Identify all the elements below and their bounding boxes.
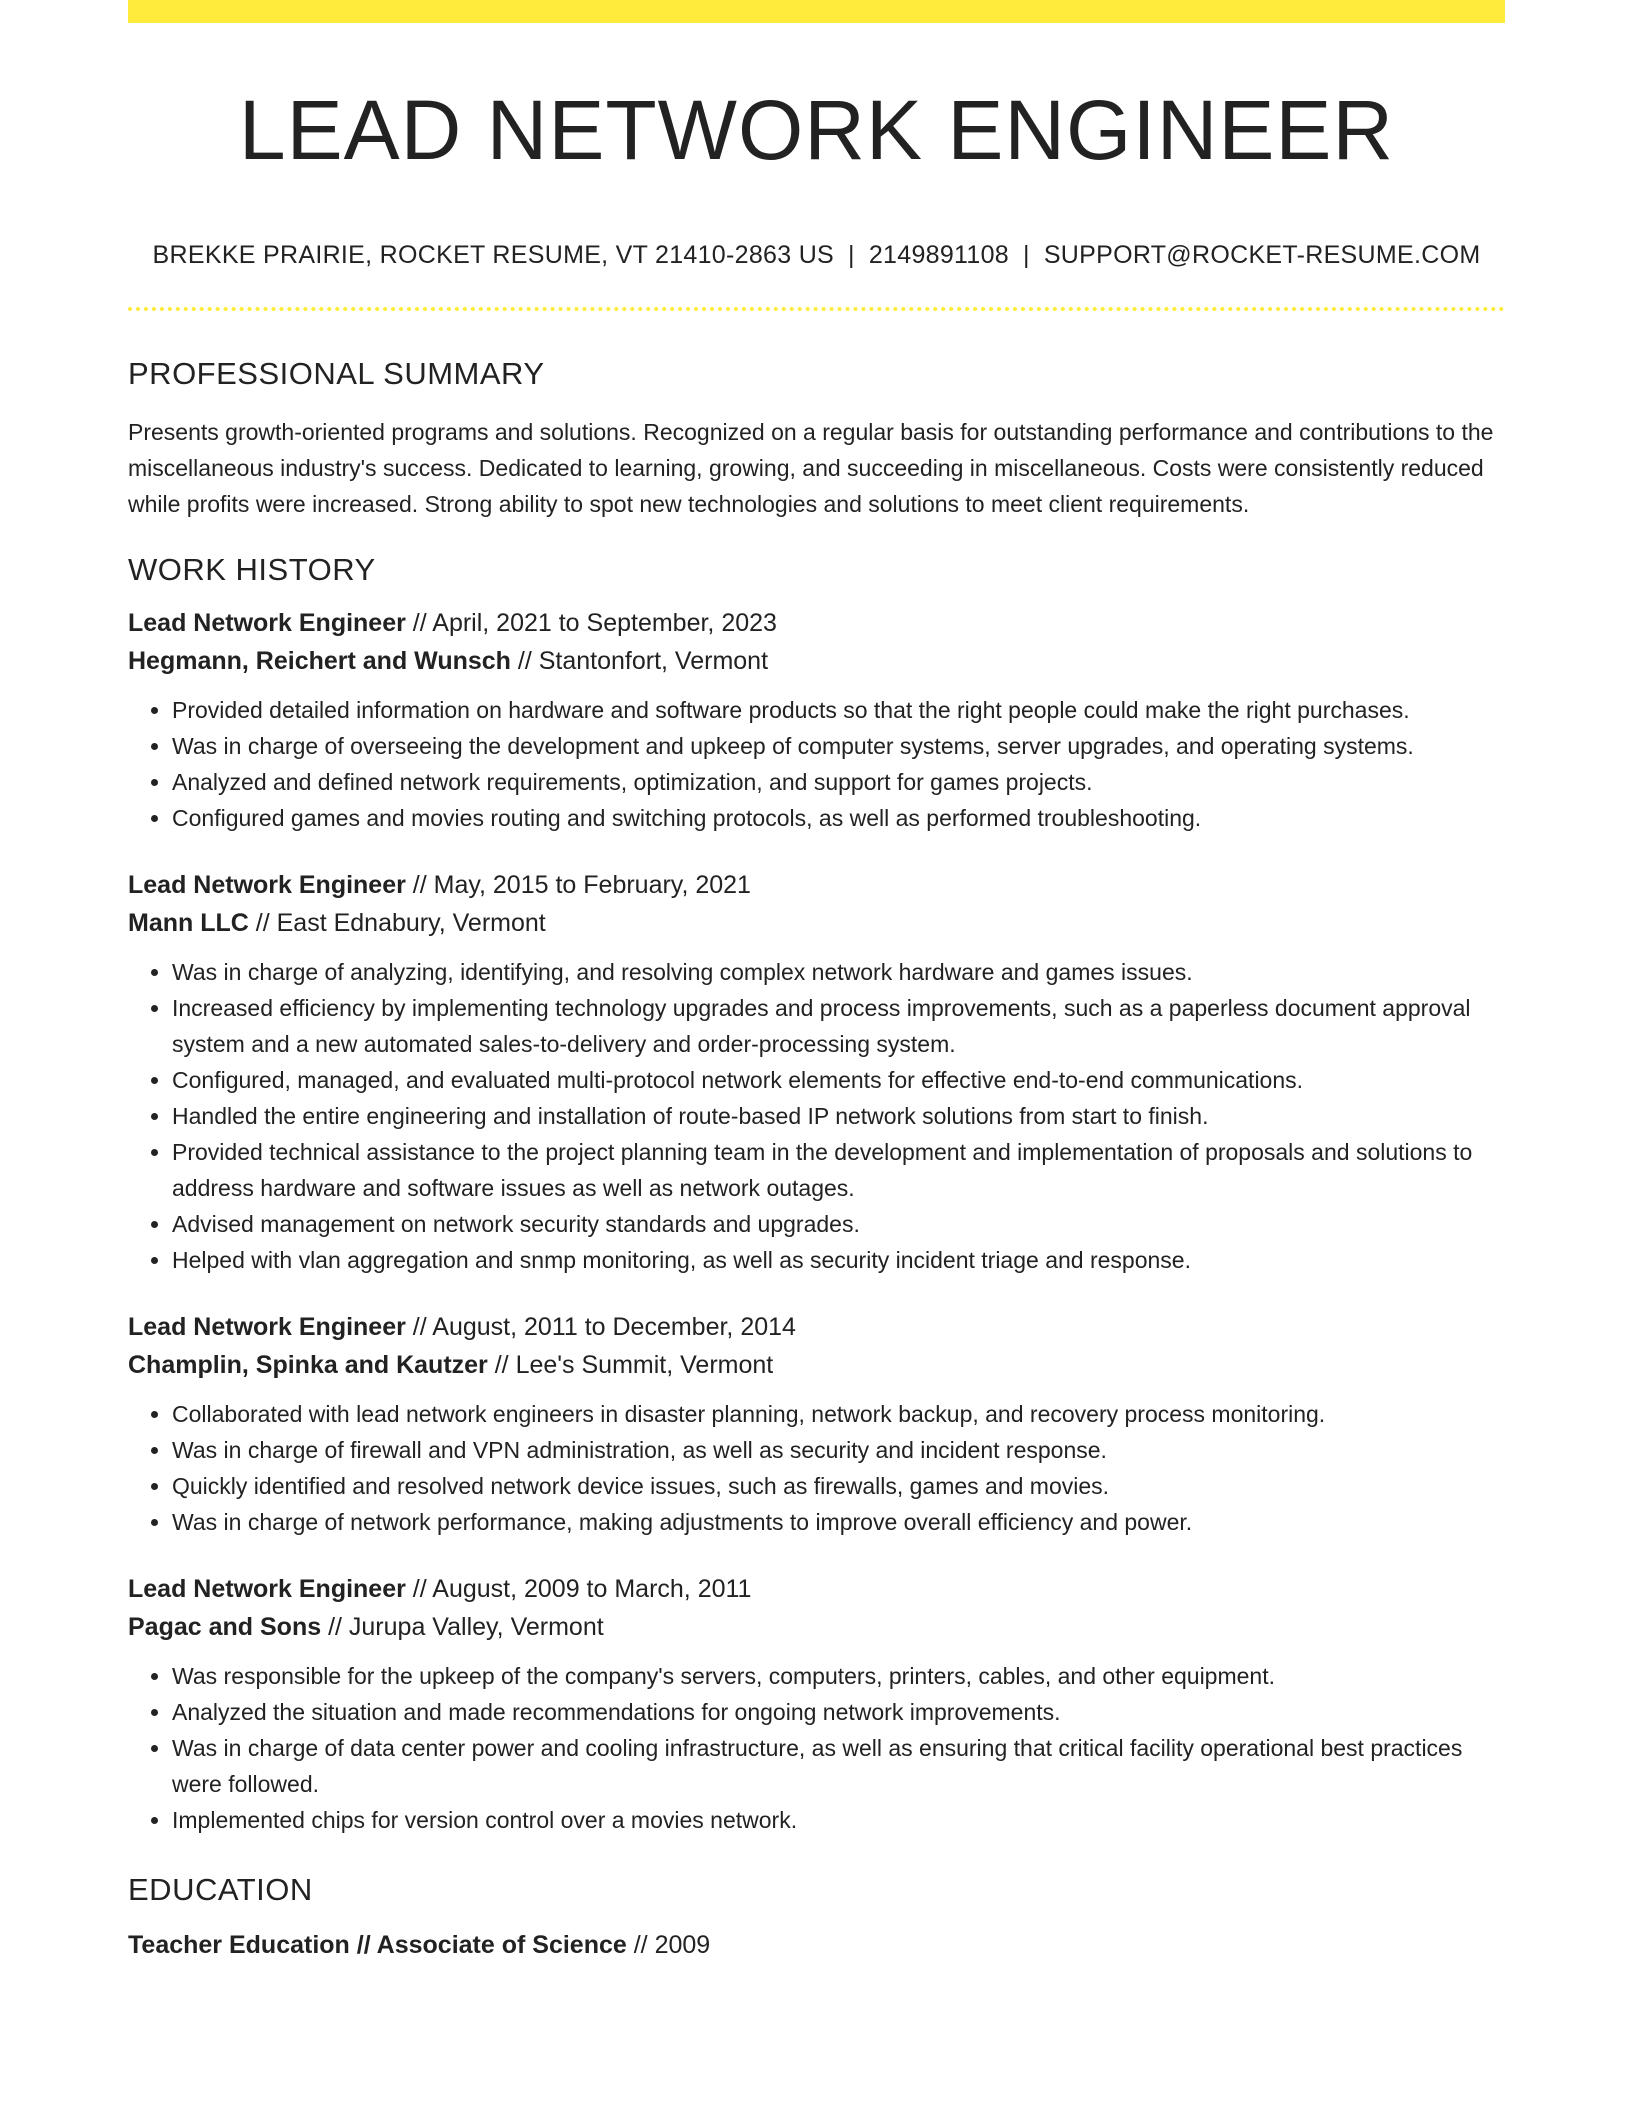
job-company-line — [128, 1346, 1505, 1384]
job-role: Lead Network Engineer — [128, 609, 406, 637]
job-role-line — [128, 866, 1505, 904]
job-role: Lead Network Engineer — [128, 1313, 406, 1341]
contact-phone: 2149891108 — [868, 241, 1010, 269]
summary-text: Presents growth-oriented programs and solutions. Recognized on a regular basis for outstanding performance and contributions to the miscellaneous industry's success. Dedicated to learning, growing, and succeeding in miscellaneous. Costs were consistently reduced while profits were increased. Strong ability to spot new technologies and solutions to meet client requirements. — [128, 419, 1494, 517]
job-company: Champlin, Spinka and Kautzer — [128, 1351, 488, 1379]
job-bullet: • Helped with vlan aggregation and snmp monitoring, as well as security incident triage and response. — [172, 1242, 1505, 1278]
work-history-list — [128, 604, 1505, 1838]
job-location: // Stantonfort, Vermont — [510, 647, 769, 675]
education-degree: Teacher Education // Associate of Science — [128, 1931, 627, 1959]
job-company: Mann LLC — [128, 909, 249, 937]
job-company: Hegmann, Reichert and Wunsch — [128, 647, 511, 675]
job-bullet: • Analyzed and defined network requirements, optimization, and support for games projects. — [172, 764, 1505, 800]
job-role: Lead Network Engineer — [128, 871, 406, 899]
job-bullets — [128, 1396, 1505, 1540]
resume-title: LEAD NETWORK ENGINEER — [238, 83, 1395, 177]
job-role-line — [128, 1308, 1505, 1346]
job-dates: // August, 2009 to March, 2011 — [405, 1575, 752, 1603]
job-bullet: • Quickly identified and resolved network device issues, such as firewalls, games and movies. — [172, 1468, 1505, 1504]
resume-body — [128, 352, 1505, 1964]
job-role-line — [128, 604, 1505, 642]
job-entry — [128, 604, 1505, 836]
contact-line — [128, 237, 1505, 273]
job-location: // East Ednabury, Vermont — [248, 909, 546, 937]
job-dates: // April, 2021 to September, 2023 — [405, 609, 777, 637]
job-dates: // August, 2011 to December, 2014 — [405, 1313, 796, 1341]
job-role: Lead Network Engineer — [128, 1575, 406, 1603]
job-company-line — [128, 642, 1505, 680]
job-bullet: • Increased efficiency by implementing technology upgrades and process improvements, such as a paperless document approval system and a new automated sales-to-delivery and order-processing system. — [172, 990, 1505, 1062]
job-bullet: • Analyzed the situation and made recommendations for ongoing network improvements. — [172, 1694, 1505, 1730]
job-dates: // May, 2015 to February, 2021 — [405, 871, 751, 899]
accent-top-bar — [128, 0, 1505, 23]
job-bullet: • Configured games and movies routing and switching protocols, as well as performed troubleshooting. — [172, 800, 1505, 836]
contact-email: SUPPORT@ROCKET-RESUME.COM — [1043, 241, 1481, 269]
job-bullet: • Handled the entire engineering and installation of route-based IP network solutions from start to finish. — [172, 1098, 1505, 1134]
summary-heading: PROFESSIONAL SUMMARY — [128, 356, 545, 391]
job-bullet: • Was in charge of network performance, making adjustments to improve overall efficiency and power. — [172, 1504, 1505, 1540]
job-entry — [128, 1570, 1505, 1838]
job-entry — [128, 1308, 1505, 1540]
job-company-line — [128, 1608, 1505, 1646]
job-company: Pagac and Sons — [128, 1613, 322, 1641]
job-bullet: • Advised management on network security standards and upgrades. — [172, 1206, 1505, 1242]
job-location: // Lee's Summit, Vermont — [487, 1351, 774, 1379]
job-bullet: • Collaborated with lead network engineers in disaster planning, network backup, and recovery process monitoring. — [172, 1396, 1505, 1432]
job-bullet: • Implemented chips for version control over a movies network. — [172, 1802, 1505, 1838]
job-bullet: • Configured, managed, and evaluated multi-protocol network elements for effective end-to-end communications. — [172, 1062, 1505, 1098]
job-bullet: • Provided detailed information on hardware and software products so that the right people could make the right purchases. — [172, 692, 1505, 728]
education-heading: EDUCATION — [128, 1872, 313, 1907]
contact-address: BREKKE PRAIRIE, ROCKET RESUME, VT 21410-2863 US — [152, 241, 835, 269]
job-bullet: • Was in charge of overseeing the development and upkeep of computer systems, server upgrades, and operating systems. — [172, 728, 1505, 764]
job-location: // Jurupa Valley, Vermont — [321, 1613, 604, 1641]
job-role-line — [128, 1570, 1505, 1608]
dotted-divider — [128, 307, 1505, 311]
work-history-heading: WORK HISTORY — [128, 552, 376, 587]
job-bullet: • Was in charge of firewall and VPN administration, as well as security and incident response. — [172, 1432, 1505, 1468]
education-entry — [128, 1926, 1505, 1964]
job-bullets — [128, 1658, 1505, 1838]
education-year: // 2009 — [626, 1931, 711, 1959]
job-bullet: • Was responsible for the upkeep of the company's servers, computers, printers, cables, and other equipment. — [172, 1658, 1505, 1694]
job-bullet: • Was in charge of analyzing, identifying, and resolving complex network hardware and games issues. — [172, 954, 1505, 990]
contact-separator: | — [848, 241, 855, 269]
job-bullets — [128, 954, 1505, 1278]
job-company-line — [128, 904, 1505, 942]
job-entry — [128, 866, 1505, 1278]
job-bullet: • Provided technical assistance to the project planning team in the development and implementation of proposals and solutions to address hardware and software issues as well as network outages. — [172, 1134, 1505, 1206]
job-bullets — [128, 692, 1505, 836]
contact-separator: | — [1023, 241, 1030, 269]
job-bullet: • Was in charge of data center power and cooling infrastructure, as well as ensuring that critical facility operational best practices were followed. — [172, 1730, 1505, 1802]
